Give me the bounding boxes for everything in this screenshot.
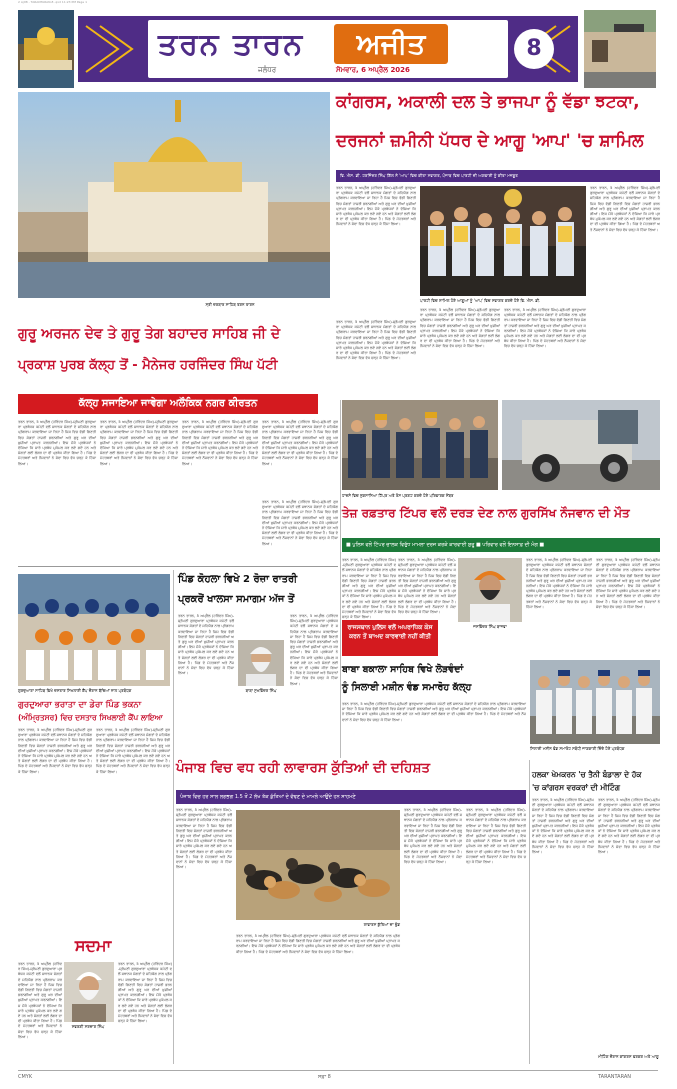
meeting-caption: ਮੀਟਿੰਗ ਦੌਰਾਨ ਕਾਂਗਰਸ ਵਰਕਰ ਅਤੇ ਆਗੂ bbox=[598, 1054, 659, 1059]
masthead-city: ਜਲੰਧਰ bbox=[258, 66, 277, 74]
accident-text-col: ਤਰਨ ਤਾਰਨ, 5 ਅਪ੍ਰੈਲ (ਹਰਿੰਦਰ ਸਿੰਘ)-ਸ਼੍ਰੋਮਣੀ ਗੁਰਦੁਆਰਾ ਪ੍ਰਬੰਧਕ ਕਮੇਟੀ ਵਲੋਂ ਸਥਾਨਕ ਸੰਗਤਾਂ ਦੇ ਸਹਿਯੋਗ ਨਾਲ ਪ੍ਰੋਗਰਾਮ ਕਰਵਾਇਆ ਜਾ ਰਿਹਾ ਹੈ ਜਿਸ ਵਿਚ ਵੱਡੀ ਗਿਣਤੀ ਵਿਚ ਸੰਗਤਾਂ ਹਾਜ਼ਰੀ ਭਰਨਗੀਆਂ ਅਤੇ ਗੁਰੂ ਘਰ ਦੀਆਂ ਖ਼ੁਸ਼ੀਆਂ ਪ੍ਰਾਪਤ ਕਰਨਗੀਆਂ। ਇਸ ਮੌਕੇ ਪ੍ਰਬੰਧਕਾਂ ਨੇ ਦੱਸਿਆ ਕਿ ਸਾਰੇ ਪ੍ਰਬੰਧ ਮੁਕੰਮਲ ਕਰ ਲਏ ਗਏ ਹਨ ਅਤੇ ਸੰਗਤਾਂ ਲਈ ਲੰਗਰ ਦਾ ਵੀ ਪ੍ਰਬੰਧ ਕੀਤਾ ਗਿਆ ਹੈ। ਪਿੰਡ ਦੇ ਮੋਹਤਬਰਾਂ ਅਤੇ ਨੌਜਵਾਨਾਂ ਨੇ ਸੇਵਾ ਵਿਚ ਵੱਧ ਚੜ੍ਹ ਕੇ ਹਿੱਸਾ ਲਿਆ। bbox=[262, 500, 338, 546]
guru-banner bbox=[18, 394, 318, 414]
column-rule bbox=[340, 400, 341, 758]
footer bbox=[18, 1070, 658, 1084]
masthead-date: ਸੋਮਵਾਰ, 6 ਅਪ੍ਰੈਲ 2026 bbox=[336, 66, 410, 74]
sadma-text-col-1: ਤਰਨ ਤਾਰਨ, 5 ਅਪ੍ਰੈਲ (ਹਰਿੰਦਰ ਸਿੰਘ)-ਸ਼੍ਰੋਮਣੀ ਗੁਰਦੁਆਰਾ ਪ੍ਰਬੰਧਕ ਕਮੇਟੀ ਵਲੋਂ ਸਥਾਨਕ ਸੰਗਤਾਂ ਦੇ ਸਹਿਯੋਗ ਨਾਲ ਪ੍ਰੋਗਰਾਮ ਕਰਵਾਇਆ ਜਾ ਰਿਹਾ ਹੈ ਜਿਸ ਵਿਚ ਵੱਡੀ ਗਿਣਤੀ ਵਿਚ ਸੰਗਤਾਂ ਹਾਜ਼ਰੀ ਭਰਨਗੀਆਂ ਅਤੇ ਗੁਰੂ ਘਰ ਦੀਆਂ ਖ਼ੁਸ਼ੀਆਂ ਪ੍ਰਾਪਤ ਕਰਨਗੀਆਂ। ਇਸ ਮੌਕੇ ਪ੍ਰਬੰਧਕਾਂ ਨੇ ਦੱਸਿਆ ਕਿ ਸਾਰੇ ਪ੍ਰਬੰਧ ਮੁਕੰਮਲ ਕਰ ਲਏ ਗਏ ਹਨ ਅਤੇ ਸੰਗਤਾਂ ਲਈ ਲੰਗਰ ਦਾ ਵੀ ਪ੍ਰਬੰਧ ਕੀਤਾ ਗਿਆ ਹੈ। ਪਿੰਡ ਦੇ ਮੋਹਤਬਰਾਂ ਅਤੇ ਨੌਜਵਾਨਾਂ ਨੇ ਸੇਵਾ ਵਿਚ ਵੱਧ ਚੜ੍ਹ ਕੇ ਹਿੱਸਾ ਲਿਆ। bbox=[18, 962, 62, 1039]
khalsa-headline-1: ਪਿੰਡ ਕੋਹਲਾ ਵਿਖੇ 2 ਰੋਜ਼ਾ ਰਾਤਰੀ bbox=[178, 574, 298, 585]
section-title: ਤਰਨ ਤਾਰਨ bbox=[158, 27, 305, 62]
accident-caption: ਹਾਦਸੇ ਵਿਚ ਨੁਕਸਾਨਿਆ ਟਿੱਪਰ ਅਤੇ ਰੋਸ ਪ੍ਰਗਟ ਕਰਦੇ ਹੋਏ ਪਰਿਵਾਰਕ ਮੈਂਬਰ bbox=[342, 493, 454, 498]
sadma-text-col-2: ਤਰਨ ਤਾਰਨ, 5 ਅਪ੍ਰੈਲ (ਹਰਿੰਦਰ ਸਿੰਘ)-ਸ਼੍ਰੋਮਣੀ ਗੁਰਦੁਆਰਾ ਪ੍ਰਬੰਧਕ ਕਮੇਟੀ ਵਲੋਂ ਸਥਾਨਕ ਸੰਗਤਾਂ ਦੇ ਸਹਿਯੋਗ ਨਾਲ ਪ੍ਰੋਗਰਾਮ ਕਰਵਾਇਆ ਜਾ ਰਿਹਾ ਹੈ ਜਿਸ ਵਿਚ ਵੱਡੀ ਗਿਣਤੀ ਵਿਚ ਸੰਗਤਾਂ ਹਾਜ਼ਰੀ ਭਰਨਗੀਆਂ ਅਤੇ ਗੁਰੂ ਘਰ ਦੀਆਂ ਖ਼ੁਸ਼ੀਆਂ ਪ੍ਰਾਪਤ ਕਰਨਗੀਆਂ। ਇਸ ਮੌਕੇ ਪ੍ਰਬੰਧਕਾਂ ਨੇ ਦੱਸਿਆ ਕਿ ਸਾਰੇ ਪ੍ਰਬੰਧ ਮੁਕੰਮਲ ਕਰ ਲਏ ਗਏ ਹਨ ਅਤੇ ਸੰਗਤਾਂ ਲਈ ਲੰਗਰ ਦਾ ਵੀ ਪ੍ਰਬੰਧ ਕੀਤਾ ਗਿਆ ਹੈ। ਪਿੰਡ ਦੇ ਮੋਹਤਬਰਾਂ ਅਤੇ ਨੌਜਵਾਨਾਂ ਨੇ ਸੇਵਾ ਵਿਚ ਵੱਧ ਚੜ੍ਹ ਕੇ ਹਿੱਸਾ ਲਿਆ। bbox=[118, 962, 172, 1024]
sadma-portrait bbox=[64, 962, 114, 1022]
gurdwara-photo bbox=[18, 574, 170, 686]
politics-text-col-3: ਤਰਨ ਤਾਰਨ, 5 ਅਪ੍ਰੈਲ (ਹਰਿੰਦਰ ਸਿੰਘ)-ਸ਼੍ਰੋਮਣੀ ਗੁਰਦੁਆਰਾ ਪ੍ਰਬੰਧਕ ਕਮੇਟੀ ਵਲੋਂ ਸਥਾਨਕ ਸੰਗਤਾਂ ਦੇ ਸਹਿਯੋਗ ਨਾਲ ਪ੍ਰੋਗਰਾਮ ਕਰਵਾਇਆ ਜਾ ਰਿਹਾ ਹੈ ਜਿਸ ਵਿਚ ਵੱਡੀ ਗਿਣਤੀ ਵਿਚ ਸੰਗਤਾਂ ਹਾਜ਼ਰੀ ਭਰਨਗੀਆਂ ਅਤੇ ਗੁਰੂ ਘਰ ਦੀਆਂ ਖ਼ੁਸ਼ੀਆਂ ਪ੍ਰਾਪਤ ਕਰਨਗੀਆਂ। ਇਸ ਮੌਕੇ ਪ੍ਰਬੰਧਕਾਂ ਨੇ ਦੱਸਿਆ ਕਿ ਸਾਰੇ ਪ੍ਰਬੰਧ ਮੁਕੰਮਲ ਕਰ ਲਏ ਗਏ ਹਨ ਅਤੇ ਸੰਗਤਾਂ ਲਈ ਲੰਗਰ ਦਾ ਵੀ ਪ੍ਰਬੰਧ ਕੀਤਾ ਗਿਆ ਹੈ। ਪਿੰਡ ਦੇ ਮੋਹਤਬਰਾਂ ਅਤੇ ਨੌਜਵਾਨਾਂ ਨੇ ਸੇਵਾ ਵਿਚ ਵੱਧ ਚੜ੍ਹ ਕੇ ਹਿੱਸਾ ਲਿਆ। bbox=[420, 308, 500, 349]
masthead bbox=[18, 10, 658, 90]
brand-box bbox=[334, 24, 448, 64]
politics-photo-caption: ਪਾਰਟੀ ਵਿਚ ਸ਼ਾਮਿਲ ਹੋਏ ਆਗੂਆਂ ਨੂੰ 'ਆਪ' ਵਿਚ ਸਵਾਗਤ ਕਰਦੇ ਹੋਏ ਵਿ. ਐਸ. ਡੀ. bbox=[420, 298, 541, 303]
dogs-subhead: ਪੰਜਾਬ ਵਿਚ ਹਰ ਸਾਲ ਲਗਭਗ 1.5 ਤੋਂ 2 ਲੱਖ ਤੱਕ ਕੁੱਤਿਆਂ ਦੇ ਵੱਢਣ ਦੇ ਮਾਮਲੇ ਆਉਂਦੇ ਹਨ ਸਾਹਮਣੇ bbox=[180, 794, 356, 800]
fold-line: 2 Ajit8 - TARANTARAN-8 .qxd 11:23 PM Page 1 bbox=[18, 0, 87, 4]
baba-text-col-4: ਤਰਨ ਤਾਰਨ, 5 ਅਪ੍ਰੈਲ (ਹਰਿੰਦਰ ਸਿੰਘ)-ਸ਼੍ਰੋਮਣੀ ਗੁਰਦੁਆਰਾ ਪ੍ਰਬੰਧਕ ਕਮੇਟੀ ਵਲੋਂ ਸਥਾਨਕ ਸੰਗਤਾਂ ਦੇ ਸਹਿਯੋਗ ਨਾਲ ਪ੍ਰੋਗਰਾਮ ਕਰਵਾਇਆ ਜਾ ਰਿਹਾ ਹੈ ਜਿਸ ਵਿਚ ਵੱਡੀ ਗਿਣਤੀ ਵਿਚ ਸੰਗਤਾਂ ਹਾਜ਼ਰੀ ਭਰਨਗੀਆਂ ਅਤੇ ਗੁਰੂ ਘਰ ਦੀਆਂ ਖ਼ੁਸ਼ੀਆਂ ਪ੍ਰਾਪਤ ਕਰਨਗੀਆਂ। ਇਸ ਮੌਕੇ ਪ੍ਰਬੰਧਕਾਂ ਨੇ ਦੱਸਿਆ ਕਿ ਸਾਰੇ ਪ੍ਰਬੰਧ ਮੁਕੰਮਲ ਕਰ ਲਏ ਗਏ ਹਨ ਅਤੇ ਸੰਗਤਾਂ ਲਈ ਲੰਗਰ ਦਾ ਵੀ ਪ੍ਰਬੰਧ ਕੀਤਾ ਗਿਆ ਹੈ। ਪਿੰਡ ਦੇ ਮੋਹਤਬਰਾਂ ਅਤੇ ਨੌਜਵਾਨਾਂ ਨੇ ਸੇਵਾ ਵਿਚ ਵੱਧ ਚੜ੍ਹ ਕੇ ਹਿੱਸਾ ਲਿਆ। bbox=[596, 558, 660, 609]
accident-headline: ਤੇਜ਼ ਰਫ਼ਤਾਰ ਟਿੱਪਰ ਵਲੋਂ ਦਰੜ ਦੇਣ ਨਾਲ ਗੁਰਸਿੱਖ ਨੌਜਵਾਨ ਦੀ ਮੌਤ bbox=[342, 506, 630, 520]
dogs-photo-caption: ਲਾਵਾਰਸ ਕੁੱਤਿਆਂ ਦਾ ਝੁੰਡ bbox=[363, 922, 400, 927]
lead-photo bbox=[18, 92, 330, 298]
page-number: 8 bbox=[526, 36, 542, 61]
meeting-text-col-2: ਤਰਨ ਤਾਰਨ, 5 ਅਪ੍ਰੈਲ (ਹਰਿੰਦਰ ਸਿੰਘ)-ਸ਼੍ਰੋਮਣੀ ਗੁਰਦੁਆਰਾ ਪ੍ਰਬੰਧਕ ਕਮੇਟੀ ਵਲੋਂ ਸਥਾਨਕ ਸੰਗਤਾਂ ਦੇ ਸਹਿਯੋਗ ਨਾਲ ਪ੍ਰੋਗਰਾਮ ਕਰਵਾਇਆ ਜਾ ਰਿਹਾ ਹੈ ਜਿਸ ਵਿਚ ਵੱਡੀ ਗਿਣਤੀ ਵਿਚ ਸੰਗਤਾਂ ਹਾਜ਼ਰੀ ਭਰਨਗੀਆਂ ਅਤੇ ਗੁਰੂ ਘਰ ਦੀਆਂ ਖ਼ੁਸ਼ੀਆਂ ਪ੍ਰਾਪਤ ਕਰਨਗੀਆਂ। ਇਸ ਮੌਕੇ ਪ੍ਰਬੰਧਕਾਂ ਨੇ ਦੱਸਿਆ ਕਿ ਸਾਰੇ ਪ੍ਰਬੰਧ ਮੁਕੰਮਲ ਕਰ ਲਏ ਗਏ ਹਨ ਅਤੇ ਸੰਗਤਾਂ ਲਈ ਲੰਗਰ ਦਾ ਵੀ ਪ੍ਰਬੰਧ ਕੀਤਾ ਗਿਆ ਹੈ। ਪਿੰਡ ਦੇ ਮੋਹਤਬਰਾਂ ਅਤੇ ਨੌਜਵਾਨਾਂ ਨੇ ਸੇਵਾ ਵਿਚ ਵੱਧ ਚੜ੍ਹ ਕੇ ਹਿੱਸਾ ਲਿਆ। bbox=[598, 798, 660, 855]
accident-group-photo bbox=[342, 400, 498, 490]
guru-headline-1: ਗੁਰੂ ਅਰਜਨ ਦੇਵ ਤੇ ਗੁਰੂ ਤੇਗ ਬਹਾਦਰ ਸਾਹਿਬ ਜੀ ਦੇ bbox=[18, 326, 281, 342]
baba-headline-1: ਬਾਬਾ ਬਕਾਲਾ ਸਾਹਿਬ ਵਿਖੇ ਲੋੜਵੰਦਾਂ bbox=[342, 664, 464, 675]
gurdwara-headline-1: ਗੁਰਦੁਆਰਾ ਭਰਾਤਾ ਦਾ ਡੇਰਾ ਪਿੰਡ ਭਕਨਾ bbox=[18, 700, 142, 710]
masthead-office-photo bbox=[584, 10, 656, 88]
politics-text-col-1: ਤਰਨ ਤਾਰਨ, 5 ਅਪ੍ਰੈਲ (ਹਰਿੰਦਰ ਸਿੰਘ)-ਸ਼੍ਰੋਮਣੀ ਗੁਰਦੁਆਰਾ ਪ੍ਰਬੰਧਕ ਕਮੇਟੀ ਵਲੋਂ ਸਥਾਨਕ ਸੰਗਤਾਂ ਦੇ ਸਹਿਯੋਗ ਨਾਲ ਪ੍ਰੋਗਰਾਮ ਕਰਵਾਇਆ ਜਾ ਰਿਹਾ ਹੈ ਜਿਸ ਵਿਚ ਵੱਡੀ ਗਿਣਤੀ ਵਿਚ ਸੰਗਤਾਂ ਹਾਜ਼ਰੀ ਭਰਨਗੀਆਂ ਅਤੇ ਗੁਰੂ ਘਰ ਦੀਆਂ ਖ਼ੁਸ਼ੀਆਂ ਪ੍ਰਾਪਤ ਕਰਨਗੀਆਂ। ਇਸ ਮੌਕੇ ਪ੍ਰਬੰਧਕਾਂ ਨੇ ਦੱਸਿਆ ਕਿ ਸਾਰੇ ਪ੍ਰਬੰਧ ਮੁਕੰਮਲ ਕਰ ਲਏ ਗਏ ਹਨ ਅਤੇ ਸੰਗਤਾਂ ਲਈ ਲੰਗਰ ਦਾ ਵੀ ਪ੍ਰਬੰਧ ਕੀਤਾ ਗਿਆ ਹੈ। ਪਿੰਡ ਦੇ ਮੋਹਤਬਰਾਂ ਅਤੇ ਨੌਜਵਾਨਾਂ ਨੇ ਸੇਵਾ ਵਿਚ ਵੱਧ ਚੜ੍ਹ ਕੇ ਹਿੱਸਾ ਲਿਆ। bbox=[336, 186, 416, 227]
gurdwara-text-col-2: ਤਰਨ ਤਾਰਨ, 5 ਅਪ੍ਰੈਲ (ਹਰਿੰਦਰ ਸਿੰਘ)-ਸ਼੍ਰੋਮਣੀ ਗੁਰਦੁਆਰਾ ਪ੍ਰਬੰਧਕ ਕਮੇਟੀ ਵਲੋਂ ਸਥਾਨਕ ਸੰਗਤਾਂ ਦੇ ਸਹਿਯੋਗ ਨਾਲ ਪ੍ਰੋਗਰਾਮ ਕਰਵਾਇਆ ਜਾ ਰਿਹਾ ਹੈ ਜਿਸ ਵਿਚ ਵੱਡੀ ਗਿਣਤੀ ਵਿਚ ਸੰਗਤਾਂ ਹਾਜ਼ਰੀ ਭਰਨਗੀਆਂ ਅਤੇ ਗੁਰੂ ਘਰ ਦੀਆਂ ਖ਼ੁਸ਼ੀਆਂ ਪ੍ਰਾਪਤ ਕਰਨਗੀਆਂ। ਇਸ ਮੌਕੇ ਪ੍ਰਬੰਧਕਾਂ ਨੇ ਦੱਸਿਆ ਕਿ ਸਾਰੇ ਪ੍ਰਬੰਧ ਮੁਕੰਮਲ ਕਰ ਲਏ ਗਏ ਹਨ ਅਤੇ ਸੰਗਤਾਂ ਲਈ ਲੰਗਰ ਦਾ ਵੀ ਪ੍ਰਬੰਧ ਕੀਤਾ ਗਿਆ ਹੈ। ਪਿੰਡ ਦੇ ਮੋਹਤਬਰਾਂ ਅਤੇ ਨੌਜਵਾਨਾਂ ਨੇ ਸੇਵਾ ਵਿਚ ਵੱਧ ਚੜ੍ਹ ਕੇ ਹਿੱਸਾ ਲਿਆ। bbox=[96, 728, 170, 774]
politics-headline-2: ਦਰਜਨਾਂ ਜ਼ਮੀਨੀ ਪੱਧਰ ਦੇ ਆਗੂ 'ਆਪ' 'ਚ ਸ਼ਾਮਿਲ bbox=[336, 131, 644, 151]
footer-right: TARANTARAN bbox=[598, 1074, 632, 1080]
dogs-photo bbox=[236, 810, 400, 920]
news-ticker-text: ■ ਪੁਲਿਸ ਵਲੋਂ ਟਿੱਪਰ ਚਾਲਕ ਵਿਰੁੱਧ ਮਾਮਲਾ ਦਰਜ ਕਰਕੇ ਕਾਰਵਾਈ ਸ਼ੁਰੂ ■ ਪਰਿਵਾਰ ਵਲੋਂ ਇਨਸਾਫ਼ ਦੀ ਮੰਗ ■ bbox=[346, 542, 545, 548]
khalsa-text-col-2: ਤਰਨ ਤਾਰਨ, 5 ਅਪ੍ਰੈਲ (ਹਰਿੰਦਰ ਸਿੰਘ)-ਸ਼੍ਰੋਮਣੀ ਗੁਰਦੁਆਰਾ ਪ੍ਰਬੰਧਕ ਕਮੇਟੀ ਵਲੋਂ ਸਥਾਨਕ ਸੰਗਤਾਂ ਦੇ ਸਹਿਯੋਗ ਨਾਲ ਪ੍ਰੋਗਰਾਮ ਕਰਵਾਇਆ ਜਾ ਰਿਹਾ ਹੈ ਜਿਸ ਵਿਚ ਵੱਡੀ ਗਿਣਤੀ ਵਿਚ ਸੰਗਤਾਂ ਹਾਜ਼ਰੀ ਭਰਨਗੀਆਂ ਅਤੇ ਗੁਰੂ ਘਰ ਦੀਆਂ ਖ਼ੁਸ਼ੀਆਂ ਪ੍ਰਾਪਤ ਕਰਨਗੀਆਂ। ਇਸ ਮੌਕੇ ਪ੍ਰਬੰਧਕਾਂ ਨੇ ਦੱਸਿਆ ਕਿ ਸਾਰੇ ਪ੍ਰਬੰਧ ਮੁਕੰਮਲ ਕਰ ਲਏ ਗਏ ਹਨ ਅਤੇ ਸੰਗਤਾਂ ਲਈ ਲੰਗਰ ਦਾ ਵੀ ਪ੍ਰਬੰਧ ਕੀਤਾ ਗਿਆ ਹੈ। ਪਿੰਡ ਦੇ ਮੋਹਤਬਰਾਂ ਅਤੇ ਨੌਜਵਾਨਾਂ ਨੇ ਸੇਵਾ ਵਿਚ ਵੱਧ ਚੜ੍ਹ ਕੇ ਹਿੱਸਾ ਲਿਆ। bbox=[290, 614, 338, 686]
brand-name: ਅਜੀਤ bbox=[356, 27, 426, 60]
dogs-text-col-3: ਤਰਨ ਤਾਰਨ, 5 ਅਪ੍ਰੈਲ (ਹਰਿੰਦਰ ਸਿੰਘ)-ਸ਼੍ਰੋਮਣੀ ਗੁਰਦੁਆਰਾ ਪ੍ਰਬੰਧਕ ਕਮੇਟੀ ਵਲੋਂ ਸਥਾਨਕ ਸੰਗਤਾਂ ਦੇ ਸਹਿਯੋਗ ਨਾਲ ਪ੍ਰੋਗਰਾਮ ਕਰਵਾਇਆ ਜਾ ਰਿਹਾ ਹੈ ਜਿਸ ਵਿਚ ਵੱਡੀ ਗਿਣਤੀ ਵਿਚ ਸੰਗਤਾਂ ਹਾਜ਼ਰੀ ਭਰਨਗੀਆਂ ਅਤੇ ਗੁਰੂ ਘਰ ਦੀਆਂ ਖ਼ੁਸ਼ੀਆਂ ਪ੍ਰਾਪਤ ਕਰਨਗੀਆਂ। ਇਸ ਮੌਕੇ ਪ੍ਰਬੰਧਕਾਂ ਨੇ ਦੱਸਿਆ ਕਿ ਸਾਰੇ ਪ੍ਰਬੰਧ ਮੁਕੰਮਲ ਕਰ ਲਏ ਗਏ ਹਨ ਅਤੇ ਸੰਗਤਾਂ ਲਈ ਲੰਗਰ ਦਾ ਵੀ ਪ੍ਰਬੰਧ ਕੀਤਾ ਗਿਆ ਹੈ। ਪਿੰਡ ਦੇ ਮੋਹਤਬਰਾਂ ਅਤੇ ਨੌਜਵਾਨਾਂ ਨੇ ਸੇਵਾ ਵਿਚ ਵੱਧ ਚੜ੍ਹ ਕੇ ਹਿੱਸਾ ਲਿਆ। bbox=[404, 808, 462, 865]
page-number-badge bbox=[514, 29, 554, 69]
column-rule bbox=[529, 760, 530, 1064]
politics-photo bbox=[420, 186, 586, 296]
khalsa-text-col-1: ਤਰਨ ਤਾਰਨ, 5 ਅਪ੍ਰੈਲ (ਹਰਿੰਦਰ ਸਿੰਘ)-ਸ਼੍ਰੋਮਣੀ ਗੁਰਦੁਆਰਾ ਪ੍ਰਬੰਧਕ ਕਮੇਟੀ ਵਲੋਂ ਸਥਾਨਕ ਸੰਗਤਾਂ ਦੇ ਸਹਿਯੋਗ ਨਾਲ ਪ੍ਰੋਗਰਾਮ ਕਰਵਾਇਆ ਜਾ ਰਿਹਾ ਹੈ ਜਿਸ ਵਿਚ ਵੱਡੀ ਗਿਣਤੀ ਵਿਚ ਸੰਗਤਾਂ ਹਾਜ਼ਰੀ ਭਰਨਗੀਆਂ ਅਤੇ ਗੁਰੂ ਘਰ ਦੀਆਂ ਖ਼ੁਸ਼ੀਆਂ ਪ੍ਰਾਪਤ ਕਰਨਗੀਆਂ। ਇਸ ਮੌਕੇ ਪ੍ਰਬੰਧਕਾਂ ਨੇ ਦੱਸਿਆ ਕਿ ਸਾਰੇ ਪ੍ਰਬੰਧ ਮੁਕੰਮਲ ਕਰ ਲਏ ਗਏ ਹਨ ਅਤੇ ਸੰਗਤਾਂ ਲਈ ਲੰਗਰ ਦਾ ਵੀ ਪ੍ਰਬੰਧ ਕੀਤਾ ਗਿਆ ਹੈ। ਪਿੰਡ ਦੇ ਮੋਹਤਬਰਾਂ ਅਤੇ ਨੌਜਵਾਨਾਂ ਨੇ ਸੇਵਾ ਵਿਚ ਵੱਧ ਚੜ੍ਹ ਕੇ ਹਿੱਸਾ ਲਿਆ। bbox=[178, 614, 234, 676]
dogs-text-col-2: ਤਰਨ ਤਾਰਨ, 5 ਅਪ੍ਰੈਲ (ਹਰਿੰਦਰ ਸਿੰਘ)-ਸ਼੍ਰੋਮਣੀ ਗੁਰਦੁਆਰਾ ਪ੍ਰਬੰਧਕ ਕਮੇਟੀ ਵਲੋਂ ਸਥਾਨਕ ਸੰਗਤਾਂ ਦੇ ਸਹਿਯੋਗ ਨਾਲ ਪ੍ਰੋਗਰਾਮ ਕਰਵਾਇਆ ਜਾ ਰਿਹਾ ਹੈ ਜਿਸ ਵਿਚ ਵੱਡੀ ਗਿਣਤੀ ਵਿਚ ਸੰਗਤਾਂ ਹਾਜ਼ਰੀ ਭਰਨਗੀਆਂ ਅਤੇ ਗੁਰੂ ਘਰ ਦੀਆਂ ਖ਼ੁਸ਼ੀਆਂ ਪ੍ਰਾਪਤ ਕਰਨਗੀਆਂ। ਇਸ ਮੌਕੇ ਪ੍ਰਬੰਧਕਾਂ ਨੇ ਦੱਸਿਆ ਕਿ ਸਾਰੇ ਪ੍ਰਬੰਧ ਮੁਕੰਮਲ ਕਰ ਲਏ ਗਏ ਹਨ ਅਤੇ ਸੰਗਤਾਂ ਲਈ ਲੰਗਰ ਦਾ ਵੀ ਪ੍ਰਬੰਧ ਕੀਤਾ ਗਿਆ ਹੈ। ਪਿੰਡ ਦੇ ਮੋਹਤਬਰਾਂ ਅਤੇ ਨੌਜਵਾਨਾਂ ਨੇ ਸੇਵਾ ਵਿਚ ਵੱਧ ਚੜ੍ਹ ਕੇ ਹਿੱਸਾ ਲਿਆ। bbox=[236, 934, 400, 954]
guru-headline-2: ਪ੍ਰਕਾਸ਼ ਪੁਰਬ ਕੱਲ੍ਹ ਤੋਂ - ਮੈਨੇਜਰ ਹਰਜਿੰਦਰ ਸਿੰਘ ਪੱਟੀ bbox=[18, 358, 278, 373]
dogs-headline: ਪੰਜਾਬ ਵਿਚ ਵਧ ਰਹੀ ਲਾਵਾਰਸ ਕੁੱਤਿਆਂ ਦੀ ਦਹਿਸ਼ਤ bbox=[176, 760, 431, 776]
meeting-headline-1: ਹਲਕਾ ਖੇਮਕਰਨ 'ਚ ਤੈਨੀ ਬੰਡਾਲਾ ਦੇ ਹੱਕ bbox=[532, 770, 642, 779]
baba-portrait bbox=[458, 558, 522, 622]
column-rule bbox=[173, 570, 174, 1064]
footer-center: ਸਫ਼ਾ 8 bbox=[318, 1074, 331, 1080]
dogs-text-col-1: ਤਰਨ ਤਾਰਨ, 5 ਅਪ੍ਰੈਲ (ਹਰਿੰਦਰ ਸਿੰਘ)-ਸ਼੍ਰੋਮਣੀ ਗੁਰਦੁਆਰਾ ਪ੍ਰਬੰਧਕ ਕਮੇਟੀ ਵਲੋਂ ਸਥਾਨਕ ਸੰਗਤਾਂ ਦੇ ਸਹਿਯੋਗ ਨਾਲ ਪ੍ਰੋਗਰਾਮ ਕਰਵਾਇਆ ਜਾ ਰਿਹਾ ਹੈ ਜਿਸ ਵਿਚ ਵੱਡੀ ਗਿਣਤੀ ਵਿਚ ਸੰਗਤਾਂ ਹਾਜ਼ਰੀ ਭਰਨਗੀਆਂ ਅਤੇ ਗੁਰੂ ਘਰ ਦੀਆਂ ਖ਼ੁਸ਼ੀਆਂ ਪ੍ਰਾਪਤ ਕਰਨਗੀਆਂ। ਇਸ ਮੌਕੇ ਪ੍ਰਬੰਧਕਾਂ ਨੇ ਦੱਸਿਆ ਕਿ ਸਾਰੇ ਪ੍ਰਬੰਧ ਮੁਕੰਮਲ ਕਰ ਲਏ ਗਏ ਹਨ ਅਤੇ ਸੰਗਤਾਂ ਲਈ ਲੰਗਰ ਦਾ ਵੀ ਪ੍ਰਬੰਧ ਕੀਤਾ ਗਿਆ ਹੈ। ਪਿੰਡ ਦੇ ਮੋਹਤਬਰਾਂ ਅਤੇ ਨੌਜਵਾਨਾਂ ਨੇ ਸੇਵਾ ਵਿਚ ਵੱਧ ਚੜ੍ਹ ਕੇ ਹਿੱਸਾ ਲਿਆ। bbox=[176, 808, 232, 870]
politics-text-col-2: ਤਰਨ ਤਾਰਨ, 5 ਅਪ੍ਰੈਲ (ਹਰਿੰਦਰ ਸਿੰਘ)-ਸ਼੍ਰੋਮਣੀ ਗੁਰਦੁਆਰਾ ਪ੍ਰਬੰਧਕ ਕਮੇਟੀ ਵਲੋਂ ਸਥਾਨਕ ਸੰਗਤਾਂ ਦੇ ਸਹਿਯੋਗ ਨਾਲ ਪ੍ਰੋਗਰਾਮ ਕਰਵਾਇਆ ਜਾ ਰਿਹਾ ਹੈ ਜਿਸ ਵਿਚ ਵੱਡੀ ਗਿਣਤੀ ਵਿਚ ਸੰਗਤਾਂ ਹਾਜ਼ਰੀ ਭਰਨਗੀਆਂ ਅਤੇ ਗੁਰੂ ਘਰ ਦੀਆਂ ਖ਼ੁਸ਼ੀਆਂ ਪ੍ਰਾਪਤ ਕਰਨਗੀਆਂ। ਇਸ ਮੌਕੇ ਪ੍ਰਬੰਧਕਾਂ ਨੇ ਦੱਸਿਆ ਕਿ ਸਾਰੇ ਪ੍ਰਬੰਧ ਮੁਕੰਮਲ ਕਰ ਲਏ ਗਏ ਹਨ ਅਤੇ ਸੰਗਤਾਂ ਲਈ ਲੰਗਰ ਦਾ ਵੀ ਪ੍ਰਬੰਧ ਕੀਤਾ ਗਿਆ ਹੈ। ਪਿੰਡ ਦੇ ਮੋਹਤਬਰਾਂ ਅਤੇ ਨੌਜਵਾਨਾਂ ਨੇ ਸੇਵਾ ਵਿਚ ਵੱਧ ਚੜ੍ਹ ਕੇ ਹਿੱਸਾ ਲਿਆ। bbox=[590, 186, 660, 232]
gurdwara-headline-2: (ਅੰਮ੍ਰਿਤਸਰ) ਵਿਚ ਦਸਤਾਰ ਸਿਖਲਾਈ ਕੈਂਪ ਲਾਇਆ bbox=[18, 713, 163, 722]
gurdwara-photo-caption: ਗੁਰਦੁਆਰਾ ਸਾਹਿਬ ਵਿਖੇ ਦਸਤਾਰ ਸਿਖਲਾਈ ਕੈਂਪ ਦੌਰਾਨ ਬੱਚਿਆਂ ਨਾਲ ਪ੍ਰਬੰਧਕ bbox=[18, 688, 132, 693]
politics-text-col-5: ਤਰਨ ਤਾਰਨ, 5 ਅਪ੍ਰੈਲ (ਹਰਿੰਦਰ ਸਿੰਘ)-ਸ਼੍ਰੋਮਣੀ ਗੁਰਦੁਆਰਾ ਪ੍ਰਬੰਧਕ ਕਮੇਟੀ ਵਲੋਂ ਸਥਾਨਕ ਸੰਗਤਾਂ ਦੇ ਸਹਿਯੋਗ ਨਾਲ ਪ੍ਰੋਗਰਾਮ ਕਰਵਾਇਆ ਜਾ ਰਿਹਾ ਹੈ ਜਿਸ ਵਿਚ ਵੱਡੀ ਗਿਣਤੀ ਵਿਚ ਸੰਗਤਾਂ ਹਾਜ਼ਰੀ ਭਰਨਗੀਆਂ ਅਤੇ ਗੁਰੂ ਘਰ ਦੀਆਂ ਖ਼ੁਸ਼ੀਆਂ ਪ੍ਰਾਪਤ ਕਰਨਗੀਆਂ। ਇਸ ਮੌਕੇ ਪ੍ਰਬੰਧਕਾਂ ਨੇ ਦੱਸਿਆ ਕਿ ਸਾਰੇ ਪ੍ਰਬੰਧ ਮੁਕੰਮਲ ਕਰ ਲਏ ਗਏ ਹਨ ਅਤੇ ਸੰਗਤਾਂ ਲਈ ਲੰਗਰ ਦਾ ਵੀ ਪ੍ਰਬੰਧ ਕੀਤਾ ਗਿਆ ਹੈ। ਪਿੰਡ ਦੇ ਮੋਹਤਬਰਾਂ ਅਤੇ ਨੌਜਵਾਨਾਂ ਨੇ ਸੇਵਾ ਵਿਚ ਵੱਧ ਚੜ੍ਹ ਕੇ ਹਿੱਸਾ ਲਿਆ। bbox=[336, 320, 416, 361]
lead-photo-caption: ਸ੍ਰੀ ਦਰਬਾਰ ਸਾਹਿਬ ਤਰਨ ਤਾਰਨ bbox=[205, 302, 255, 307]
news-ticker bbox=[342, 538, 660, 552]
section-rule bbox=[18, 566, 338, 567]
meeting-headline-2: 'ਚ ਕਾਂਗਰਸ ਵਰਕਰਾਂ ਦੀ ਮੀਟਿੰਗ bbox=[532, 783, 620, 792]
baba-highlight-text: ਰਾਜਸਥਾਨ ਪੁਲਿਸ ਵਲੋਂ ਅਪਰਾਧਿਕ ਕੇਸ ਕਰਨ ਤੋਂ ਬਾਅਦ ਕਾਰਵਾਈ ਨਹੀਂ ਕੀਤੀ bbox=[347, 624, 433, 640]
khalsa-headline-2: ਪ੍ਰਕਰੋਂ ਖਾਲਸਾ ਸਮਾਗਮ ਅੱਜ ਤੋਂ bbox=[178, 594, 295, 605]
baba-group-caption: ਸਿਲਾਈ ਮਸ਼ੀਨ ਵੰਡ ਸਮਾਰੋਹ ਸਬੰਧੀ ਜਾਣਕਾਰੀ ਦਿੰਦੇ ਹੋਏ ਪ੍ਰਬੰਧਕ bbox=[530, 746, 625, 751]
baba-text-col-5: ਤਰਨ ਤਾਰਨ, 5 ਅਪ੍ਰੈਲ (ਹਰਿੰਦਰ ਸਿੰਘ)-ਸ਼੍ਰੋਮਣੀ ਗੁਰਦੁਆਰਾ ਪ੍ਰਬੰਧਕ ਕਮੇਟੀ ਵਲੋਂ ਸਥਾਨਕ ਸੰਗਤਾਂ ਦੇ ਸਹਿਯੋਗ ਨਾਲ ਪ੍ਰੋਗਰਾਮ ਕਰਵਾਇਆ ਜਾ ਰਿਹਾ ਹੈ ਜਿਸ ਵਿਚ ਵੱਡੀ ਗਿਣਤੀ ਵਿਚ ਸੰਗਤਾਂ ਹਾਜ਼ਰੀ ਭਰਨਗੀਆਂ ਅਤੇ ਗੁਰੂ ਘਰ ਦੀਆਂ ਖ਼ੁਸ਼ੀਆਂ ਪ੍ਰਾਪਤ ਕਰਨਗੀਆਂ। ਇਸ ਮੌਕੇ ਪ੍ਰਬੰਧਕਾਂ ਨੇ ਦੱਸਿਆ ਕਿ ਸਾਰੇ ਪ੍ਰਬੰਧ ਮੁਕੰਮਲ ਕਰ ਲਏ ਗਏ ਹਨ ਅਤੇ ਸੰਗਤਾਂ ਲਈ ਲੰਗਰ ਦਾ ਵੀ ਪ੍ਰਬੰਧ ਕੀਤਾ ਗਿਆ ਹੈ। ਪਿੰਡ ਦੇ ਮੋਹਤਬਰਾਂ ਅਤੇ ਨੌਜਵਾਨਾਂ ਨੇ ਸੇਵਾ ਵਿਚ ਵੱਧ ਚੜ੍ਹ ਕੇ ਹਿੱਸਾ ਲਿਆ। bbox=[342, 702, 526, 722]
sadma-title: ਸਦਮਾ bbox=[74, 936, 112, 955]
baba-portrait-caption: ਜਸਵਿੰਦਰ ਸਿੰਘ ਬਾਜਵਾ bbox=[473, 624, 507, 629]
baba-highlight-box bbox=[342, 620, 438, 656]
baba-text-col-2: ਤਰਨ ਤਾਰਨ, 5 ਅਪ੍ਰੈਲ (ਹਰਿੰਦਰ ਸਿੰਘ)-ਸ਼੍ਰੋਮਣੀ ਗੁਰਦੁਆਰਾ ਪ੍ਰਬੰਧਕ ਕਮੇਟੀ ਵਲੋਂ ਸਥਾਨਕ ਸੰਗਤਾਂ ਦੇ ਸਹਿਯੋਗ ਨਾਲ ਪ੍ਰੋਗਰਾਮ ਕਰਵਾਇਆ ਜਾ ਰਿਹਾ ਹੈ ਜਿਸ ਵਿਚ ਵੱਡੀ ਗਿਣਤੀ ਵਿਚ ਸੰਗਤਾਂ ਹਾਜ਼ਰੀ ਭਰਨਗੀਆਂ ਅਤੇ ਗੁਰੂ ਘਰ ਦੀਆਂ ਖ਼ੁਸ਼ੀਆਂ ਪ੍ਰਾਪਤ ਕਰਨਗੀਆਂ। ਇਸ ਮੌਕੇ ਪ੍ਰਬੰਧਕਾਂ ਨੇ ਦੱਸਿਆ ਕਿ ਸਾਰੇ ਪ੍ਰਬੰਧ ਮੁਕੰਮਲ ਕਰ ਲਏ ਗਏ ਹਨ ਅਤੇ ਸੰਗਤਾਂ ਲਈ ਲੰਗਰ ਦਾ ਵੀ ਪ੍ਰਬੰਧ ਕੀਤਾ ਗਿਆ ਹੈ। ਪਿੰਡ ਦੇ ਮੋਹਤਬਰਾਂ ਅਤੇ ਨੌਜਵਾਨਾਂ ਨੇ ਸੇਵਾ ਵਿਚ ਵੱਧ ਚੜ੍ਹ ਕੇ ਹਿੱਸਾ ਲਿਆ। bbox=[398, 558, 456, 615]
khalsa-portrait bbox=[238, 640, 284, 686]
gurdwara-text-col-1: ਤਰਨ ਤਾਰਨ, 5 ਅਪ੍ਰੈਲ (ਹਰਿੰਦਰ ਸਿੰਘ)-ਸ਼੍ਰੋਮਣੀ ਗੁਰਦੁਆਰਾ ਪ੍ਰਬੰਧਕ ਕਮੇਟੀ ਵਲੋਂ ਸਥਾਨਕ ਸੰਗਤਾਂ ਦੇ ਸਹਿਯੋਗ ਨਾਲ ਪ੍ਰੋਗਰਾਮ ਕਰਵਾਇਆ ਜਾ ਰਿਹਾ ਹੈ ਜਿਸ ਵਿਚ ਵੱਡੀ ਗਿਣਤੀ ਵਿਚ ਸੰਗਤਾਂ ਹਾਜ਼ਰੀ ਭਰਨਗੀਆਂ ਅਤੇ ਗੁਰੂ ਘਰ ਦੀਆਂ ਖ਼ੁਸ਼ੀਆਂ ਪ੍ਰਾਪਤ ਕਰਨਗੀਆਂ। ਇਸ ਮੌਕੇ ਪ੍ਰਬੰਧਕਾਂ ਨੇ ਦੱਸਿਆ ਕਿ ਸਾਰੇ ਪ੍ਰਬੰਧ ਮੁਕੰਮਲ ਕਰ ਲਏ ਗਏ ਹਨ ਅਤੇ ਸੰਗਤਾਂ ਲਈ ਲੰਗਰ ਦਾ ਵੀ ਪ੍ਰਬੰਧ ਕੀਤਾ ਗਿਆ ਹੈ। ਪਿੰਡ ਦੇ ਮੋਹਤਬਰਾਂ ਅਤੇ ਨੌਜਵਾਨਾਂ ਨੇ ਸੇਵਾ ਵਿਚ ਵੱਧ ਚੜ੍ਹ ਕੇ ਹਿੱਸਾ ਲਿਆ। bbox=[18, 728, 92, 774]
khalsa-portrait-caption: ਬਾਬਾ ਸੁਖਵਿੰਦਰ ਸਿੰਘ bbox=[245, 688, 277, 693]
masthead-temple-photo bbox=[18, 10, 74, 88]
politics-text-col-4: ਤਰਨ ਤਾਰਨ, 5 ਅਪ੍ਰੈਲ (ਹਰਿੰਦਰ ਸਿੰਘ)-ਸ਼੍ਰੋਮਣੀ ਗੁਰਦੁਆਰਾ ਪ੍ਰਬੰਧਕ ਕਮੇਟੀ ਵਲੋਂ ਸਥਾਨਕ ਸੰਗਤਾਂ ਦੇ ਸਹਿਯੋਗ ਨਾਲ ਪ੍ਰੋਗਰਾਮ ਕਰਵਾਇਆ ਜਾ ਰਿਹਾ ਹੈ ਜਿਸ ਵਿਚ ਵੱਡੀ ਗਿਣਤੀ ਵਿਚ ਸੰਗਤਾਂ ਹਾਜ਼ਰੀ ਭਰਨਗੀਆਂ ਅਤੇ ਗੁਰੂ ਘਰ ਦੀਆਂ ਖ਼ੁਸ਼ੀਆਂ ਪ੍ਰਾਪਤ ਕਰਨਗੀਆਂ। ਇਸ ਮੌਕੇ ਪ੍ਰਬੰਧਕਾਂ ਨੇ ਦੱਸਿਆ ਕਿ ਸਾਰੇ ਪ੍ਰਬੰਧ ਮੁਕੰਮਲ ਕਰ ਲਏ ਗਏ ਹਨ ਅਤੇ ਸੰਗਤਾਂ ਲਈ ਲੰਗਰ ਦਾ ਵੀ ਪ੍ਰਬੰਧ ਕੀਤਾ ਗਿਆ ਹੈ। ਪਿੰਡ ਦੇ ਮੋਹਤਬਰਾਂ ਅਤੇ ਨੌਜਵਾਨਾਂ ਨੇ ਸੇਵਾ ਵਿਚ ਵੱਧ ਚੜ੍ਹ ਕੇ ਹਿੱਸਾ ਲਿਆ। bbox=[504, 308, 586, 349]
guru-text-col-1: ਤਰਨ ਤਾਰਨ, 5 ਅਪ੍ਰੈਲ (ਹਰਿੰਦਰ ਸਿੰਘ)-ਸ਼੍ਰੋਮਣੀ ਗੁਰਦੁਆਰਾ ਪ੍ਰਬੰਧਕ ਕਮੇਟੀ ਵਲੋਂ ਸਥਾਨਕ ਸੰਗਤਾਂ ਦੇ ਸਹਿਯੋਗ ਨਾਲ ਪ੍ਰੋਗਰਾਮ ਕਰਵਾਇਆ ਜਾ ਰਿਹਾ ਹੈ ਜਿਸ ਵਿਚ ਵੱਡੀ ਗਿਣਤੀ ਵਿਚ ਸੰਗਤਾਂ ਹਾਜ਼ਰੀ ਭਰਨਗੀਆਂ ਅਤੇ ਗੁਰੂ ਘਰ ਦੀਆਂ ਖ਼ੁਸ਼ੀਆਂ ਪ੍ਰਾਪਤ ਕਰਨਗੀਆਂ। ਇਸ ਮੌਕੇ ਪ੍ਰਬੰਧਕਾਂ ਨੇ ਦੱਸਿਆ ਕਿ ਸਾਰੇ ਪ੍ਰਬੰਧ ਮੁਕੰਮਲ ਕਰ ਲਏ ਗਏ ਹਨ ਅਤੇ ਸੰਗਤਾਂ ਲਈ ਲੰਗਰ ਦਾ ਵੀ ਪ੍ਰਬੰਧ ਕੀਤਾ ਗਿਆ ਹੈ। ਪਿੰਡ ਦੇ ਮੋਹਤਬਰਾਂ ਅਤੇ ਨੌਜਵਾਨਾਂ ਨੇ ਸੇਵਾ ਵਿਚ ਵੱਧ ਚੜ੍ਹ ਕੇ ਹਿੱਸਾ ਲਿਆ। bbox=[18, 420, 96, 466]
baba-text-col-3: ਤਰਨ ਤਾਰਨ, 5 ਅਪ੍ਰੈਲ (ਹਰਿੰਦਰ ਸਿੰਘ)-ਸ਼੍ਰੋਮਣੀ ਗੁਰਦੁਆਰਾ ਪ੍ਰਬੰਧਕ ਕਮੇਟੀ ਵਲੋਂ ਸਥਾਨਕ ਸੰਗਤਾਂ ਦੇ ਸਹਿਯੋਗ ਨਾਲ ਪ੍ਰੋਗਰਾਮ ਕਰਵਾਇਆ ਜਾ ਰਿਹਾ ਹੈ ਜਿਸ ਵਿਚ ਵੱਡੀ ਗਿਣਤੀ ਵਿਚ ਸੰਗਤਾਂ ਹਾਜ਼ਰੀ ਭਰਨਗੀਆਂ ਅਤੇ ਗੁਰੂ ਘਰ ਦੀਆਂ ਖ਼ੁਸ਼ੀਆਂ ਪ੍ਰਾਪਤ ਕਰਨਗੀਆਂ। ਇਸ ਮੌਕੇ ਪ੍ਰਬੰਧਕਾਂ ਨੇ ਦੱਸਿਆ ਕਿ ਸਾਰੇ ਪ੍ਰਬੰਧ ਮੁਕੰਮਲ ਕਰ ਲਏ ਗਏ ਹਨ ਅਤੇ ਸੰਗਤਾਂ ਲਈ ਲੰਗਰ ਦਾ ਵੀ ਪ੍ਰਬੰਧ ਕੀਤਾ ਗਿਆ ਹੈ। ਪਿੰਡ ਦੇ ਮੋਹਤਬਰਾਂ ਅਤੇ ਨੌਜਵਾਨਾਂ ਨੇ ਸੇਵਾ ਵਿਚ ਵੱਧ ਚੜ੍ਹ ਕੇ ਹਿੱਸਾ ਲਿਆ। bbox=[526, 558, 593, 609]
masthead-band bbox=[78, 16, 578, 82]
politics-headline-1: ਕਾਂਗਰਸ, ਅਕਾਲੀ ਦਲ ਤੇ ਭਾਜਪਾ ਨੂੰ ਵੱਡਾ ਝਟਕਾ, bbox=[336, 92, 640, 112]
guru-text-col-3: ਤਰਨ ਤਾਰਨ, 5 ਅਪ੍ਰੈਲ (ਹਰਿੰਦਰ ਸਿੰਘ)-ਸ਼੍ਰੋਮਣੀ ਗੁਰਦੁਆਰਾ ਪ੍ਰਬੰਧਕ ਕਮੇਟੀ ਵਲੋਂ ਸਥਾਨਕ ਸੰਗਤਾਂ ਦੇ ਸਹਿਯੋਗ ਨਾਲ ਪ੍ਰੋਗਰਾਮ ਕਰਵਾਇਆ ਜਾ ਰਿਹਾ ਹੈ ਜਿਸ ਵਿਚ ਵੱਡੀ ਗਿਣਤੀ ਵਿਚ ਸੰਗਤਾਂ ਹਾਜ਼ਰੀ ਭਰਨਗੀਆਂ ਅਤੇ ਗੁਰੂ ਘਰ ਦੀਆਂ ਖ਼ੁਸ਼ੀਆਂ ਪ੍ਰਾਪਤ ਕਰਨਗੀਆਂ। ਇਸ ਮੌਕੇ ਪ੍ਰਬੰਧਕਾਂ ਨੇ ਦੱਸਿਆ ਕਿ ਸਾਰੇ ਪ੍ਰਬੰਧ ਮੁਕੰਮਲ ਕਰ ਲਏ ਗਏ ਹਨ ਅਤੇ ਸੰਗਤਾਂ ਲਈ ਲੰਗਰ ਦਾ ਵੀ ਪ੍ਰਬੰਧ ਕੀਤਾ ਗਿਆ ਹੈ। ਪਿੰਡ ਦੇ ਮੋਹਤਬਰਾਂ ਅਤੇ ਨੌਜਵਾਨਾਂ ਨੇ ਸੇਵਾ ਵਿਚ ਵੱਧ ਚੜ੍ਹ ਕੇ ਹਿੱਸਾ ਲਿਆ। bbox=[182, 420, 258, 466]
guru-text-col-2: ਤਰਨ ਤਾਰਨ, 5 ਅਪ੍ਰੈਲ (ਹਰਿੰਦਰ ਸਿੰਘ)-ਸ਼੍ਰੋਮਣੀ ਗੁਰਦੁਆਰਾ ਪ੍ਰਬੰਧਕ ਕਮੇਟੀ ਵਲੋਂ ਸਥਾਨਕ ਸੰਗਤਾਂ ਦੇ ਸਹਿਯੋਗ ਨਾਲ ਪ੍ਰੋਗਰਾਮ ਕਰਵਾਇਆ ਜਾ ਰਿਹਾ ਹੈ ਜਿਸ ਵਿਚ ਵੱਡੀ ਗਿਣਤੀ ਵਿਚ ਸੰਗਤਾਂ ਹਾਜ਼ਰੀ ਭਰਨਗੀਆਂ ਅਤੇ ਗੁਰੂ ਘਰ ਦੀਆਂ ਖ਼ੁਸ਼ੀਆਂ ਪ੍ਰਾਪਤ ਕਰਨਗੀਆਂ। ਇਸ ਮੌਕੇ ਪ੍ਰਬੰਧਕਾਂ ਨੇ ਦੱਸਿਆ ਕਿ ਸਾਰੇ ਪ੍ਰਬੰਧ ਮੁਕੰਮਲ ਕਰ ਲਏ ਗਏ ਹਨ ਅਤੇ ਸੰਗਤਾਂ ਲਈ ਲੰਗਰ ਦਾ ਵੀ ਪ੍ਰਬੰਧ ਕੀਤਾ ਗਿਆ ਹੈ। ਪਿੰਡ ਦੇ ਮੋਹਤਬਰਾਂ ਅਤੇ ਨੌਜਵਾਨਾਂ ਨੇ ਸੇਵਾ ਵਿਚ ਵੱਧ ਚੜ੍ਹ ਕੇ ਹਿੱਸਾ ਲਿਆ। bbox=[100, 420, 178, 466]
footer-left: CMYK bbox=[18, 1074, 33, 1080]
baba-group-photo bbox=[530, 660, 660, 744]
politics-subhead: ਵਿ. ਐਸ. ਡੀ. ਹਰਜਿੰਦਰ ਸਿੰਘ ਗਿੱਲ ਨੇ 'ਆਪ' ਵਿਚ ਕੀਤਾ ਸਵਾਗਤ, ਪੰਜਾਬ ਵਿਚ ਪਾਰਟੀ ਦੀ ਅਗਵਾਈ ਨੂੰ ਕੀਤਾ ਮਜ਼ਬੂਤ bbox=[340, 173, 518, 178]
dogs-text-col-4: ਤਰਨ ਤਾਰਨ, 5 ਅਪ੍ਰੈਲ (ਹਰਿੰਦਰ ਸਿੰਘ)-ਸ਼੍ਰੋਮਣੀ ਗੁਰਦੁਆਰਾ ਪ੍ਰਬੰਧਕ ਕਮੇਟੀ ਵਲੋਂ ਸਥਾਨਕ ਸੰਗਤਾਂ ਦੇ ਸਹਿਯੋਗ ਨਾਲ ਪ੍ਰੋਗਰਾਮ ਕਰਵਾਇਆ ਜਾ ਰਿਹਾ ਹੈ ਜਿਸ ਵਿਚ ਵੱਡੀ ਗਿਣਤੀ ਵਿਚ ਸੰਗਤਾਂ ਹਾਜ਼ਰੀ ਭਰਨਗੀਆਂ ਅਤੇ ਗੁਰੂ ਘਰ ਦੀਆਂ ਖ਼ੁਸ਼ੀਆਂ ਪ੍ਰਾਪਤ ਕਰਨਗੀਆਂ। ਇਸ ਮੌਕੇ ਪ੍ਰਬੰਧਕਾਂ ਨੇ ਦੱਸਿਆ ਕਿ ਸਾਰੇ ਪ੍ਰਬੰਧ ਮੁਕੰਮਲ ਕਰ ਲਏ ਗਏ ਹਨ ਅਤੇ ਸੰਗਤਾਂ ਲਈ ਲੰਗਰ ਦਾ ਵੀ ਪ੍ਰਬੰਧ ਕੀਤਾ ਗਿਆ ਹੈ। ਪਿੰਡ ਦੇ ਮੋਹਤਬਰਾਂ ਅਤੇ ਨੌਜਵਾਨਾਂ ਨੇ ਸੇਵਾ ਵਿਚ ਵੱਧ ਚੜ੍ਹ ਕੇ ਹਿੱਸਾ ਲਿਆ। bbox=[466, 808, 526, 865]
baba-headline-2: ਨੂੰ ਸਿਲਾਈ ਮਸ਼ੀਨ ਵੰਡ ਸਮਾਰੋਹ ਕੱਲ੍ਹ bbox=[342, 682, 472, 693]
sadma-portrait-caption: ਸਵਰਗੀ ਸਰਦਾਰ ਸਿੰਘ bbox=[71, 1024, 105, 1029]
meeting-text-col-1: ਤਰਨ ਤਾਰਨ, 5 ਅਪ੍ਰੈਲ (ਹਰਿੰਦਰ ਸਿੰਘ)-ਸ਼੍ਰੋਮਣੀ ਗੁਰਦੁਆਰਾ ਪ੍ਰਬੰਧਕ ਕਮੇਟੀ ਵਲੋਂ ਸਥਾਨਕ ਸੰਗਤਾਂ ਦੇ ਸਹਿਯੋਗ ਨਾਲ ਪ੍ਰੋਗਰਾਮ ਕਰਵਾਇਆ ਜਾ ਰਿਹਾ ਹੈ ਜਿਸ ਵਿਚ ਵੱਡੀ ਗਿਣਤੀ ਵਿਚ ਸੰਗਤਾਂ ਹਾਜ਼ਰੀ ਭਰਨਗੀਆਂ ਅਤੇ ਗੁਰੂ ਘਰ ਦੀਆਂ ਖ਼ੁਸ਼ੀਆਂ ਪ੍ਰਾਪਤ ਕਰਨਗੀਆਂ। ਇਸ ਮੌਕੇ ਪ੍ਰਬੰਧਕਾਂ ਨੇ ਦੱਸਿਆ ਕਿ ਸਾਰੇ ਪ੍ਰਬੰਧ ਮੁਕੰਮਲ ਕਰ ਲਏ ਗਏ ਹਨ ਅਤੇ ਸੰਗਤਾਂ ਲਈ ਲੰਗਰ ਦਾ ਵੀ ਪ੍ਰਬੰਧ ਕੀਤਾ ਗਿਆ ਹੈ। ਪਿੰਡ ਦੇ ਮੋਹਤਬਰਾਂ ਅਤੇ ਨੌਜਵਾਨਾਂ ਨੇ ਸੇਵਾ ਵਿਚ ਵੱਧ ਚੜ੍ਹ ਕੇ ਹਿੱਸਾ ਲਿਆ। bbox=[532, 798, 594, 855]
politics-subhead-bar bbox=[336, 170, 660, 182]
dogs-subhead-bar bbox=[176, 790, 526, 804]
nameplate bbox=[148, 20, 508, 78]
baba-text-col-1: ਤਰਨ ਤਾਰਨ, 5 ਅਪ੍ਰੈਲ (ਹਰਿੰਦਰ ਸਿੰਘ)-ਸ਼੍ਰੋਮਣੀ ਗੁਰਦੁਆਰਾ ਪ੍ਰਬੰਧਕ ਕਮੇਟੀ ਵਲੋਂ ਸਥਾਨਕ ਸੰਗਤਾਂ ਦੇ ਸਹਿਯੋਗ ਨਾਲ ਪ੍ਰੋਗਰਾਮ ਕਰਵਾਇਆ ਜਾ ਰਿਹਾ ਹੈ ਜਿਸ ਵਿਚ ਵੱਡੀ ਗਿਣਤੀ ਵਿਚ ਸੰਗਤਾਂ ਹਾਜ਼ਰੀ ਭਰਨਗੀਆਂ ਅਤੇ ਗੁਰੂ ਘਰ ਦੀਆਂ ਖ਼ੁਸ਼ੀਆਂ ਪ੍ਰਾਪਤ ਕਰਨਗੀਆਂ। ਇਸ ਮੌਕੇ ਪ੍ਰਬੰਧਕਾਂ ਨੇ ਦੱਸਿਆ ਕਿ ਸਾਰੇ ਪ੍ਰਬੰਧ ਮੁਕੰਮਲ ਕਰ ਲਏ ਗਏ ਹਨ ਅਤੇ ਸੰਗਤਾਂ ਲਈ ਲੰਗਰ ਦਾ ਵੀ ਪ੍ਰਬੰਧ ਕੀਤਾ ਗਿਆ ਹੈ। ਪਿੰਡ ਦੇ ਮੋਹਤਬਰਾਂ ਅਤੇ ਨੌਜਵਾਨਾਂ ਨੇ ਸੇਵਾ ਵਿਚ ਵੱਧ ਚੜ੍ਹ ਕੇ ਹਿੱਸਾ ਲਿਆ। bbox=[342, 558, 396, 620]
guru-text-col-4: ਤਰਨ ਤਾਰਨ, 5 ਅਪ੍ਰੈਲ (ਹਰਿੰਦਰ ਸਿੰਘ)-ਸ਼੍ਰੋਮਣੀ ਗੁਰਦੁਆਰਾ ਪ੍ਰਬੰਧਕ ਕਮੇਟੀ ਵਲੋਂ ਸਥਾਨਕ ਸੰਗਤਾਂ ਦੇ ਸਹਿਯੋਗ ਨਾਲ ਪ੍ਰੋਗਰਾਮ ਕਰਵਾਇਆ ਜਾ ਰਿਹਾ ਹੈ ਜਿਸ ਵਿਚ ਵੱਡੀ ਗਿਣਤੀ ਵਿਚ ਸੰਗਤਾਂ ਹਾਜ਼ਰੀ ਭਰਨਗੀਆਂ ਅਤੇ ਗੁਰੂ ਘਰ ਦੀਆਂ ਖ਼ੁਸ਼ੀਆਂ ਪ੍ਰਾਪਤ ਕਰਨਗੀਆਂ। ਇਸ ਮੌਕੇ ਪ੍ਰਬੰਧਕਾਂ ਨੇ ਦੱਸਿਆ ਕਿ ਸਾਰੇ ਪ੍ਰਬੰਧ ਮੁਕੰਮਲ ਕਰ ਲਏ ਗਏ ਹਨ ਅਤੇ ਸੰਗਤਾਂ ਲਈ ਲੰਗਰ ਦਾ ਵੀ ਪ੍ਰਬੰਧ ਕੀਤਾ ਗਿਆ ਹੈ। ਪਿੰਡ ਦੇ ਮੋਹਤਬਰਾਂ ਅਤੇ ਨੌਜਵਾਨਾਂ ਨੇ ਸੇਵਾ ਵਿਚ ਵੱਧ ਚੜ੍ਹ ਕੇ ਹਿੱਸਾ ਲਿਆ। bbox=[262, 420, 338, 466]
guru-banner-text: ਕੱਲ੍ਹ ਸਜਾਇਆ ਜਾਵੇਗਾ ਅਲੌਕਿਕ ਨਗਰ ਕੀਰਤਨ bbox=[78, 398, 258, 409]
accident-tipper-photo bbox=[502, 400, 660, 490]
